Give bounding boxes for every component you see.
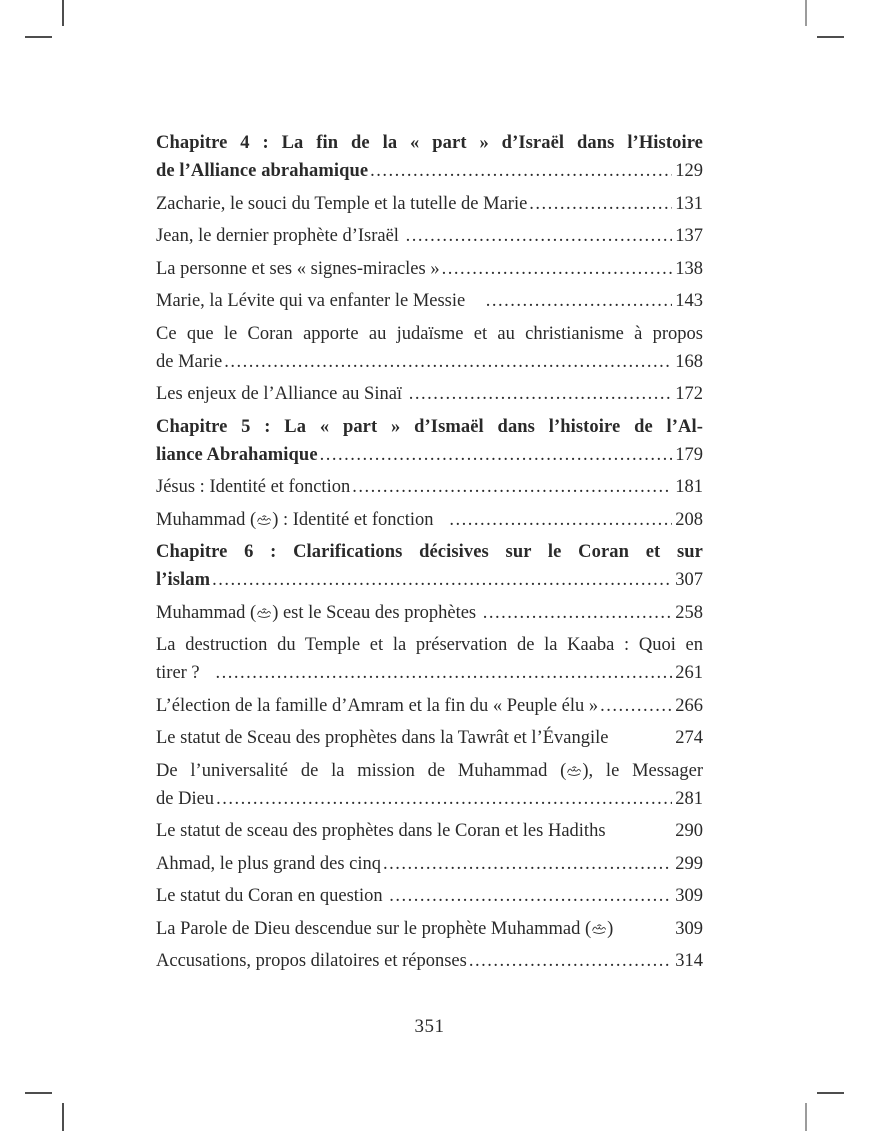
toc-entry-page-number: 281 <box>675 788 703 809</box>
toc-section-entry <box>156 915 703 943</box>
toc-entry-last-line <box>156 255 703 283</box>
dot-leader <box>483 599 672 627</box>
toc-entry-page-number: 131 <box>675 193 703 214</box>
dot-leader <box>469 947 672 975</box>
toc-section-entry <box>156 473 703 501</box>
toc-entry-last-line <box>156 190 703 218</box>
toc-entry-text: de Dieu <box>156 788 215 809</box>
toc-entry-last-line <box>156 287 703 315</box>
toc-entry-text: Zacharie, le souci du Temple et la tutelle de Marie <box>156 193 528 214</box>
toc-entry-page-number: 258 <box>675 602 703 623</box>
crop-mark-bottom-right-horizontal <box>817 1092 844 1094</box>
dot-leader <box>449 506 672 534</box>
toc-entry-text: Ahmad, le plus grand des cinq <box>156 853 382 874</box>
toc-entry-page-number: 307 <box>675 570 703 590</box>
toc-entry-page-number: 274 <box>675 728 703 748</box>
toc-section-entry <box>156 599 703 627</box>
crop-mark-top-right-horizontal <box>817 36 844 38</box>
toc-entry-text: L’élection de la famille d’Amram et la fin du « Peuple élu » <box>156 695 599 716</box>
toc-entry-text: Muhammad ( ) : Identité et fonction <box>156 506 447 534</box>
toc-entry-page-number: 266 <box>675 695 703 716</box>
saw-honorific-icon <box>256 506 272 534</box>
toc-entry-page-number: 143 <box>675 291 703 311</box>
toc-entry-last-line <box>156 222 703 250</box>
toc-entry-page-number: 138 <box>675 258 703 279</box>
toc-section-entry <box>156 631 703 687</box>
toc-entry-line: De l’universalité de la mission de Muhammad ( ), le Messager <box>156 757 703 785</box>
toc-section-entry <box>156 320 703 376</box>
toc-section-entry <box>156 850 703 878</box>
toc-entry-line: Chapitre 6 : Clarifications décisives sur le Coran et sur <box>156 542 703 562</box>
crop-mark-bottom-right-vertical <box>805 1103 807 1131</box>
toc-entry-text: liance Abrahamique <box>156 444 318 465</box>
toc-entry-last-line <box>156 947 703 975</box>
toc-entry-page-number: 129 <box>675 161 703 181</box>
dot-leader <box>352 473 672 501</box>
saw-honorific-icon <box>256 599 272 627</box>
dot-leader <box>370 157 672 185</box>
toc-entry-last-line <box>156 785 703 813</box>
toc-list <box>156 129 703 975</box>
toc-entry-page-number: 314 <box>675 951 703 971</box>
toc-section-entry <box>156 692 703 720</box>
toc-chapter-entry <box>156 538 703 594</box>
toc-section-entry <box>156 287 703 315</box>
dot-leader <box>216 659 673 687</box>
dot-leader <box>389 882 672 910</box>
toc-entry-text: l’islam <box>156 570 211 590</box>
toc-entry-page-number: 168 <box>675 351 703 372</box>
crop-mark-top-left-horizontal <box>25 36 52 38</box>
toc-entry-page-number: 181 <box>675 477 703 497</box>
toc-entry-last-line <box>156 441 703 469</box>
toc-entry-last-line <box>156 506 703 534</box>
toc-entry-page-number: 299 <box>675 853 703 874</box>
toc-entry-last-line <box>156 882 703 910</box>
toc-entry-last-line <box>156 724 703 752</box>
toc-entry-line: Ce que le Coran apporte au judaïsme et au christianisme à propos <box>156 323 703 344</box>
toc-entry-last-line <box>156 157 703 185</box>
dot-leader <box>529 190 672 218</box>
dot-leader <box>406 222 673 250</box>
toc-entry-page-number: 290 <box>675 821 703 841</box>
toc-entry-text: La personne et ses « signes-miracles » <box>156 258 440 279</box>
toc-entry-last-line <box>156 915 703 943</box>
toc-entry-last-line <box>156 380 703 408</box>
dot-leader <box>320 441 673 469</box>
toc-section-entry <box>156 947 703 975</box>
toc-section-entry <box>156 255 703 283</box>
toc-entry-text: Le statut de Sceau des prophètes dans la Tawrât et l’Évangile <box>156 728 609 748</box>
toc-entry-page-number: 172 <box>675 384 703 404</box>
toc-entry-last-line <box>156 817 703 845</box>
toc-section-entry <box>156 190 703 218</box>
toc-entry-last-line <box>156 348 703 376</box>
toc-entry-page-number: 137 <box>675 226 703 246</box>
toc-entry-last-line <box>156 566 703 594</box>
toc-chapter-entry <box>156 413 703 469</box>
toc-entry-page-number: 309 <box>675 918 703 939</box>
toc-entry-page-number: 179 <box>675 444 703 465</box>
toc-section-entry <box>156 757 703 813</box>
toc-entry-text: de Marie <box>156 351 223 372</box>
toc-entry-last-line <box>156 850 703 878</box>
toc-entry-text: Le statut de sceau des prophètes dans le Coran et les Hadiths <box>156 821 606 841</box>
toc-entry-last-line <box>156 473 703 501</box>
toc-section-entry <box>156 817 703 845</box>
toc-entry-text: Le statut du Coran en question <box>156 886 388 906</box>
saw-honorific-icon <box>591 915 607 943</box>
dot-leader <box>383 850 672 878</box>
toc-section-entry <box>156 222 703 250</box>
crop-mark-bottom-left-horizontal <box>25 1092 52 1094</box>
dot-leader <box>224 348 672 376</box>
toc-entry-text: La Parole de Dieu descendue sur le prophète Muhammad ( ) <box>156 915 613 943</box>
toc-entry-last-line <box>156 692 703 720</box>
toc-chapter-entry <box>156 129 703 185</box>
toc-entry-line: Chapitre 4 : La fin de la « part » d’Israël dans l’Histoire <box>156 133 703 153</box>
dot-leader <box>409 380 673 408</box>
toc-entry-text: de l’Alliance abrahamique <box>156 161 369 181</box>
dot-leader <box>600 692 672 720</box>
toc-entry-page-number: 261 <box>675 663 703 683</box>
toc-section-entry <box>156 724 703 752</box>
toc-section-entry <box>156 506 703 534</box>
crop-mark-top-left-vertical <box>62 0 64 26</box>
dot-leader <box>486 287 673 315</box>
toc-entry-text: tirer ? <box>156 663 214 683</box>
toc-entry-text: Accusations, propos dilatoires et réponses <box>156 951 467 971</box>
toc-entry-text: Jean, le dernier prophète d’Israël <box>156 226 404 246</box>
dot-leader <box>216 785 672 813</box>
table-of-contents <box>156 129 703 1041</box>
crop-mark-top-right-vertical <box>805 0 807 26</box>
dot-leader <box>442 255 673 283</box>
toc-entry-last-line <box>156 599 703 627</box>
toc-entry-text: Jésus : Identité et fonction <box>156 477 351 497</box>
toc-entry-text: Muhammad ( ) est le Sceau des prophètes <box>156 599 481 627</box>
toc-entry-text: Marie, la Lévite qui va enfanter le Messie <box>156 291 484 311</box>
toc-entry-page-number: 208 <box>675 509 703 530</box>
page-number: 351 <box>414 1016 445 1037</box>
toc-entry-last-line <box>156 659 703 687</box>
toc-entry-text: Les enjeux de l’Alliance au Sinaï <box>156 384 407 404</box>
dot-leader <box>212 566 672 594</box>
toc-entry-line: Chapitre 5 : La « part » d’Ismaël dans l’histoire de l’Al- <box>156 416 703 437</box>
toc-entry-page-number: 309 <box>675 886 703 906</box>
toc-section-entry <box>156 380 703 408</box>
saw-honorific-icon <box>566 757 582 785</box>
toc-entry-line: La destruction du Temple et la préservation de la Kaaba : Quoi en <box>156 635 703 655</box>
crop-mark-bottom-left-vertical <box>62 1103 64 1131</box>
toc-section-entry <box>156 882 703 910</box>
